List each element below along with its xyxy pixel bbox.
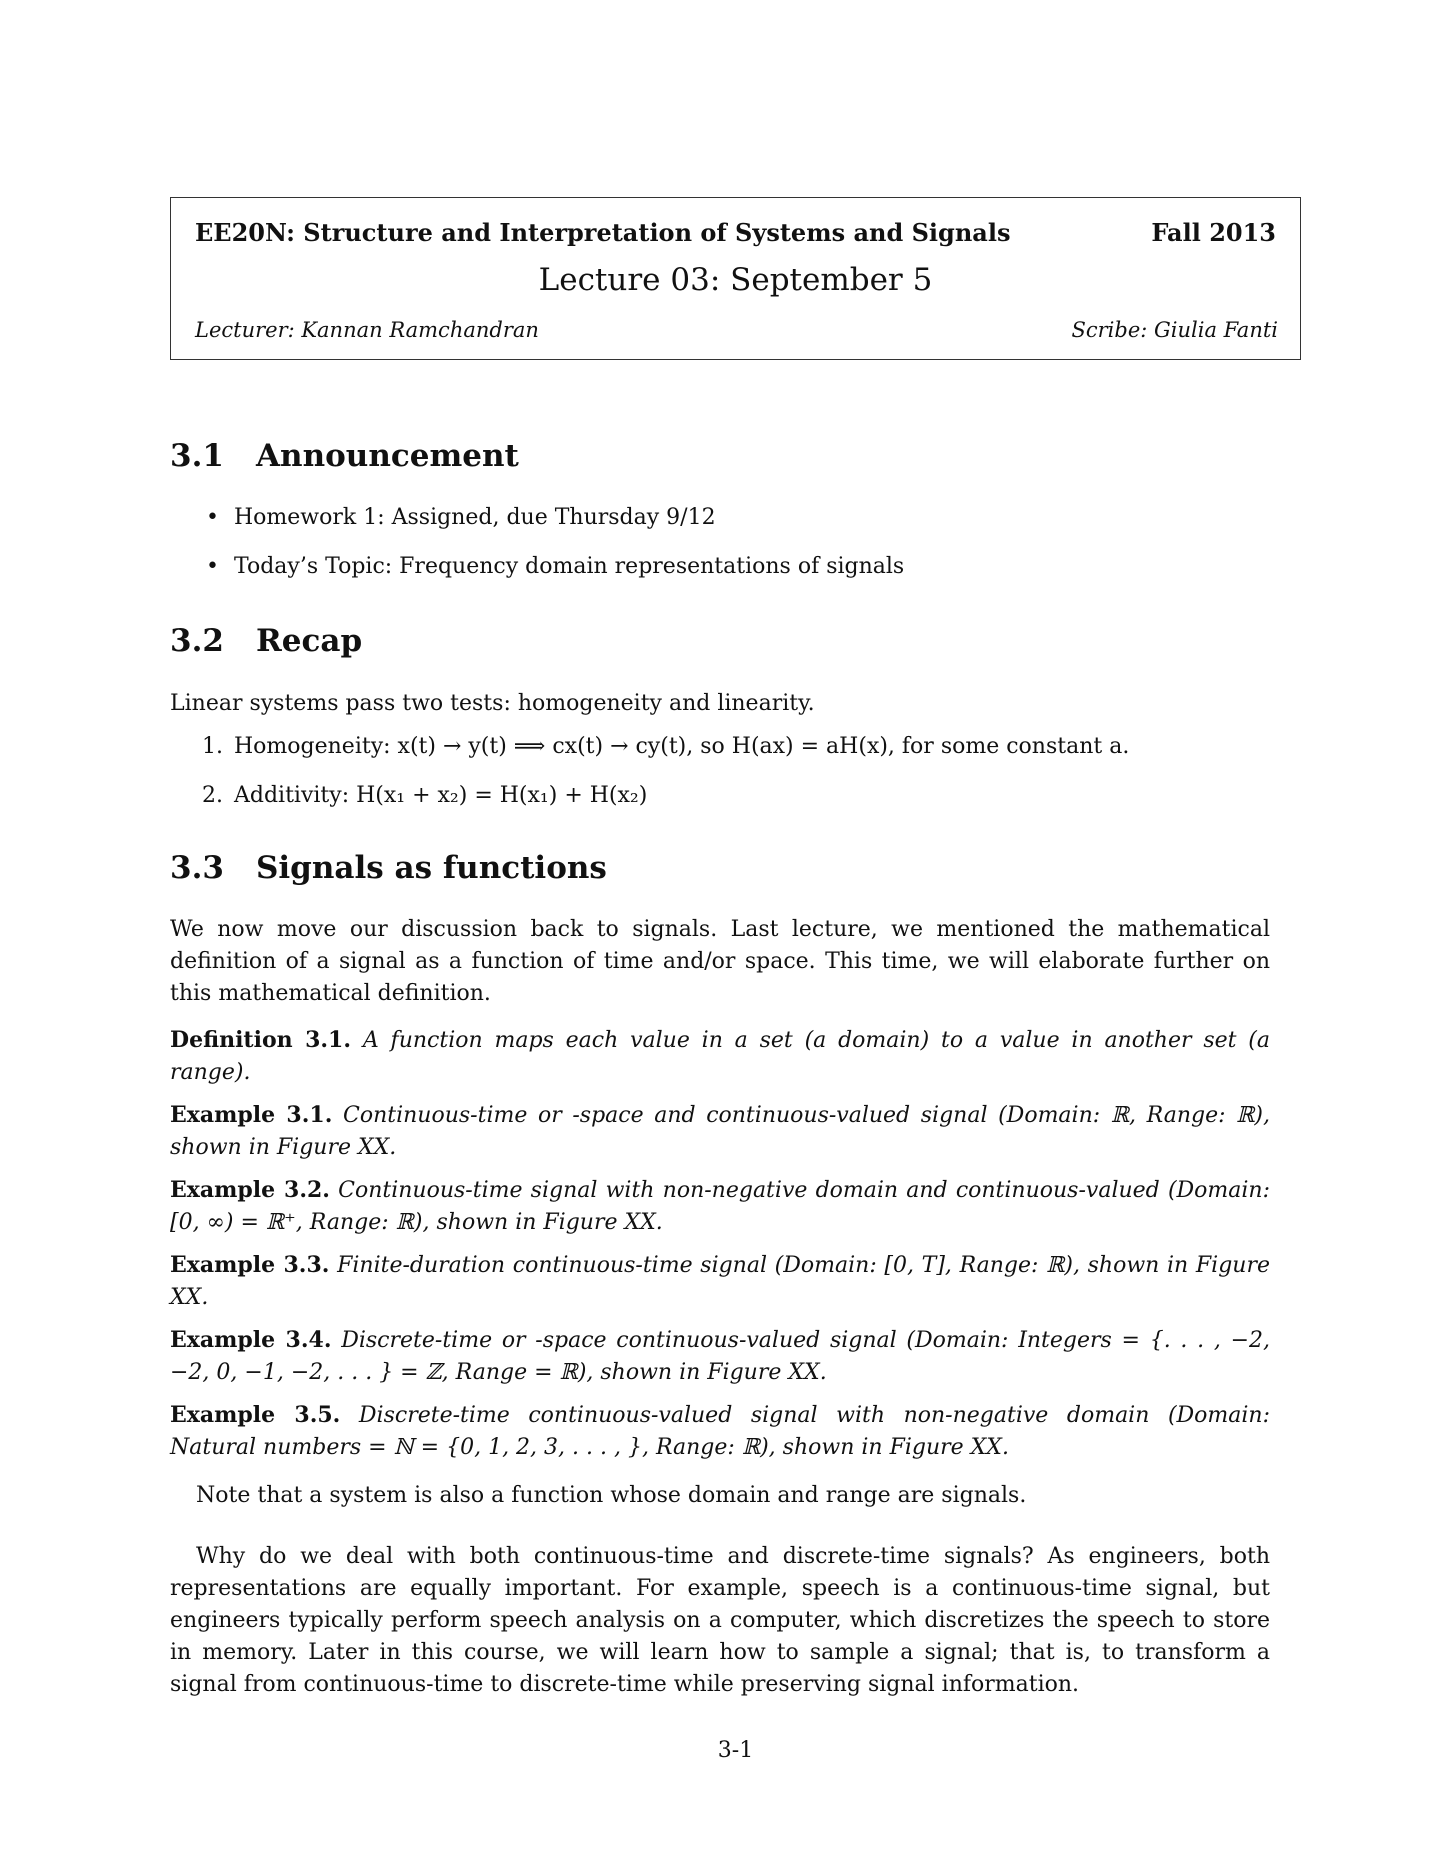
example-text: Finite-duration continuous-time signal (Domain: [0, T], Range: ℝ), shown in Figure XX. bbox=[170, 1253, 1270, 1310]
example-block bbox=[170, 1324, 1270, 1389]
example-block bbox=[170, 1099, 1270, 1164]
example-block bbox=[170, 1174, 1270, 1239]
lecture-title: Lecture 03: September 5 bbox=[538, 262, 933, 298]
section-heading-recap bbox=[170, 623, 362, 659]
list-item bbox=[202, 734, 1129, 759]
term: Fall 2013 bbox=[1151, 218, 1276, 247]
lecture-header-box bbox=[170, 197, 1301, 360]
item-text: Additivity: H(x₁ + x₂) = H(x₁) + H(x₂) bbox=[234, 783, 648, 808]
section-number: 3.2 bbox=[170, 623, 224, 659]
definition-block bbox=[170, 1024, 1270, 1089]
closing-paragraph: Why do we deal with both continuous-time and discrete-time signals? As engineers, both representations are equally important. For example, speech is a continuous-time signal, but engineers typically perform speech analysis on a computer, which discretizes the speech to store in memory. Later in this course, we will learn how to sample a signal; that is, to transform a signal from continuous-time to discrete-time while preserving signal information. bbox=[170, 1544, 1270, 1697]
section-number: 3.1 bbox=[170, 438, 224, 474]
section-heading-announcement bbox=[170, 438, 519, 474]
section-title: Recap bbox=[256, 623, 363, 659]
bullet-text: Today’s Topic: Frequency domain representations of signals bbox=[234, 554, 905, 579]
bullet-icon: • bbox=[206, 554, 219, 579]
example-text: Continuous-time signal with non-negative domain and continuous-valued (Domain: [0, ∞) = ℝ⁺, Range: ℝ), shown in Figure XX. bbox=[170, 1178, 1271, 1235]
list-item bbox=[206, 554, 904, 579]
bullet-icon: • bbox=[206, 505, 219, 530]
section-title: Signals as functions bbox=[256, 850, 607, 886]
recap-intro: Linear systems pass two tests: homogeneity and linearity. bbox=[170, 691, 815, 716]
section-title: Announcement bbox=[256, 438, 519, 474]
item-text: Homogeneity: x(t) → y(t) ⟹ cx(t) → cy(t), so H(ax) = aH(x), for some constant a. bbox=[234, 734, 1130, 759]
list-item bbox=[206, 505, 716, 530]
section-number: 3.3 bbox=[170, 850, 224, 886]
list-item bbox=[202, 783, 647, 808]
bullet-text: Homework 1: Assigned, due Thursday 9/12 bbox=[234, 505, 716, 530]
example-text: Discrete-time continuous-valued signal with non-negative domain (Domain: Natural numbers = ℕ = {0, 1, 2, 3, . . . , }, Range: ℝ), shown in Figure XX. bbox=[170, 1403, 1271, 1460]
example-label: Example 3.4. bbox=[170, 1327, 332, 1353]
example-label: Example 3.3. bbox=[170, 1252, 330, 1278]
note-paragraph: Note that a system is also a function whose domain and range are signals. bbox=[196, 1483, 1027, 1508]
course-title: EE20N: Structure and Interpretation of Systems and Signals bbox=[195, 218, 1011, 247]
scribe: Scribe: Giulia Fanti bbox=[1071, 318, 1278, 342]
section-intro-paragraph: We now move our discussion back to signals. Last lecture, we mentioned the mathematical definition of a signal as a function of time and/or space. This time, we will elaborate further on this mathematical definition. bbox=[170, 917, 1270, 1006]
definition-text: A function maps each value in a set (a domain) to a value in another set (a range). bbox=[170, 1028, 1270, 1085]
page-number: 3-1 bbox=[717, 1738, 754, 1763]
item-number: 2. bbox=[202, 783, 223, 808]
definition-label: Definition 3.1. bbox=[170, 1027, 352, 1053]
example-label: Example 3.1. bbox=[170, 1102, 333, 1128]
item-number: 1. bbox=[202, 734, 223, 759]
lecturer: Lecturer: Kannan Ramchandran bbox=[195, 318, 539, 342]
example-label: Example 3.2. bbox=[170, 1177, 330, 1203]
example-block bbox=[170, 1399, 1270, 1464]
example-text: Continuous-time or -space and continuous-valued signal (Domain: ℝ, Range: ℝ), shown in Figure XX. bbox=[170, 1103, 1271, 1160]
example-label: Example 3.5. bbox=[170, 1402, 341, 1428]
example-text: Discrete-time or -space continuous-valued signal (Domain: Integers = {. . . , −2, −2, 0, −1, −2, . . . } = ℤ, Range = ℝ), shown in Figure XX. bbox=[170, 1328, 1270, 1385]
example-block bbox=[170, 1249, 1270, 1314]
section-heading-signals-as-functions bbox=[170, 850, 607, 886]
